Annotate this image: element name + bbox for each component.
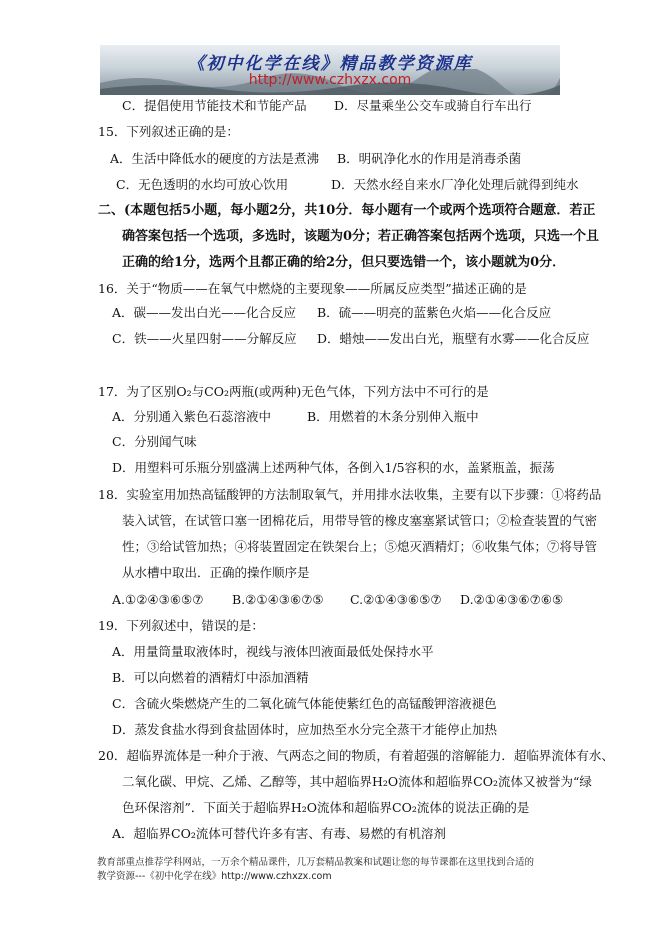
- section2-instructions-1: 二、(本题包括5小题，每小题2分，共10分．每小题有一个或两个选项符合题意．若正: [98, 203, 596, 218]
- q15-option-b: B．明矾净化水的作用是消毒杀菌: [337, 151, 522, 166]
- q19-option-a: A．用量筒量取液体时，视线与液体凹液面最低处保持水平: [112, 644, 434, 659]
- q17-option-d: D．用塑料可乐瓶分别盛满上述两种气体，各倒入1/5容积的水，盖紧瓶盖，振荡: [112, 460, 555, 475]
- q17-stem: 17．为了区别O₂与CO₂两瓶(或两种)无色气体，下列方法中不可行的是: [98, 384, 489, 399]
- q20-stem-1: 20．超临界流体是一种介于液、气两态之间的物质，有着超强的溶解能力．超临界流体有水、: [98, 748, 614, 763]
- q18-stem-4: 从水槽中取出．正确的操作顺序是: [122, 565, 310, 580]
- q20-stem-2: 二氧化碳、甲烷、乙烯、乙醇等，其中超临界H₂O流体和超临界CO₂流体又被誉为“绿: [122, 774, 592, 789]
- q19-option-c: C．含硫火柴燃烧产生的二氧化硫气体能使紫红色的高锰酸钾溶液褪色: [112, 696, 497, 711]
- q18-stem-1: 18．实验室用加热高锰酸钾的方法制取氧气，并用排水法收集，主要有以下步骤：①将药品: [98, 487, 602, 502]
- q18-option-d: D.②①④③⑥⑦⑥⑤: [460, 592, 564, 607]
- q17-option-c: C．分别闻气味: [112, 434, 197, 449]
- q20-option-a: A．超临界CO₂流体可替代许多有害、有毒、易燃的有机溶剂: [112, 826, 446, 841]
- q18-stem-2: 装入试管，在试管口塞一团棉花后，用带导管的橡皮塞塞紧试管口；②检查装置的气密: [122, 513, 598, 528]
- q15-option-c: C．无色透明的水均可放心饮用: [116, 177, 289, 192]
- q16-option-a: A．碳——发出白光——化合反应: [112, 305, 297, 320]
- footer-line-2[interactable]: 教学资源---《初中化学在线》http://www.czhxzx.com: [97, 871, 332, 882]
- q16-stem: 16．关于“物质——在氧气中燃烧的主要现象——所属反应类型”描述正确的是: [98, 281, 527, 296]
- q18-option-a: A.①②④③⑥⑤⑦: [112, 592, 204, 607]
- q18-option-b: B.②①④③⑥⑦⑤: [232, 592, 324, 607]
- banner-title: 《初中化学在线》精品教学资源库: [187, 54, 473, 74]
- q18-stem-3: 性；③给试管加热；④将装置固定在铁架台上；⑤熄灭酒精灯；⑥收集气体；⑦将导管: [122, 539, 598, 554]
- q16-option-c: C．铁——火星四射——分解反应: [112, 331, 297, 346]
- q14-option-d: D．尽量乘坐公交车或骑自行车出行: [334, 98, 532, 113]
- q19-stem: 19．下列叙述中，错误的是：: [98, 618, 264, 633]
- q14-option-c: C．提倡使用节能技术和节能产品: [122, 98, 307, 113]
- q17-option-a: A．分别通入紫色石蕊溶液中: [112, 409, 272, 424]
- q19-option-d: D．蒸发食盐水得到食盐固体时，应加热至水分完全蒸干才能停止加热: [112, 722, 498, 737]
- q18-option-c: C.②①④③⑥⑤⑦: [350, 592, 442, 607]
- q15-option-a: A．生活中降低水的硬度的方法是煮沸: [110, 151, 320, 166]
- header-banner: [100, 45, 560, 95]
- section2-instructions-2: 确答案包括一个选项，多选时，该题为0分；若正确答案包括两个选项，只选一个且: [122, 229, 600, 244]
- banner-url[interactable]: http://www.czhxzx.com: [248, 72, 412, 88]
- q17-option-b: B．用燃着的木条分别伸入瓶中: [307, 409, 479, 424]
- q20-stem-3: 色环保溶剂”．下面关于超临界H₂O流体和超临界CO₂流体的说法正确的是: [122, 800, 530, 815]
- q19-option-b: B．可以向燃着的酒精灯中添加酒精: [112, 670, 309, 685]
- q15-option-d: D．天然水经自来水厂净化处理后就得到纯水: [331, 177, 579, 192]
- footer-line-1: 教育部重点推荐学科网站，一万余个精品课件，几万套精品教案和试题让您的每节课都在这里找到合适的: [97, 857, 535, 868]
- q15-stem: 15．下列叙述正确的是：: [98, 124, 239, 139]
- q16-option-b: B．硫——明亮的蓝紫色火焰——化合反应: [317, 305, 552, 320]
- section2-instructions-3: 正确的给1分，选两个且都正确的给2分，但只要选错一个，该小题就为0分．: [122, 255, 566, 270]
- q16-option-d: D．蜡烛——发出白光，瓶壁有水雾——化合反应: [317, 331, 590, 346]
